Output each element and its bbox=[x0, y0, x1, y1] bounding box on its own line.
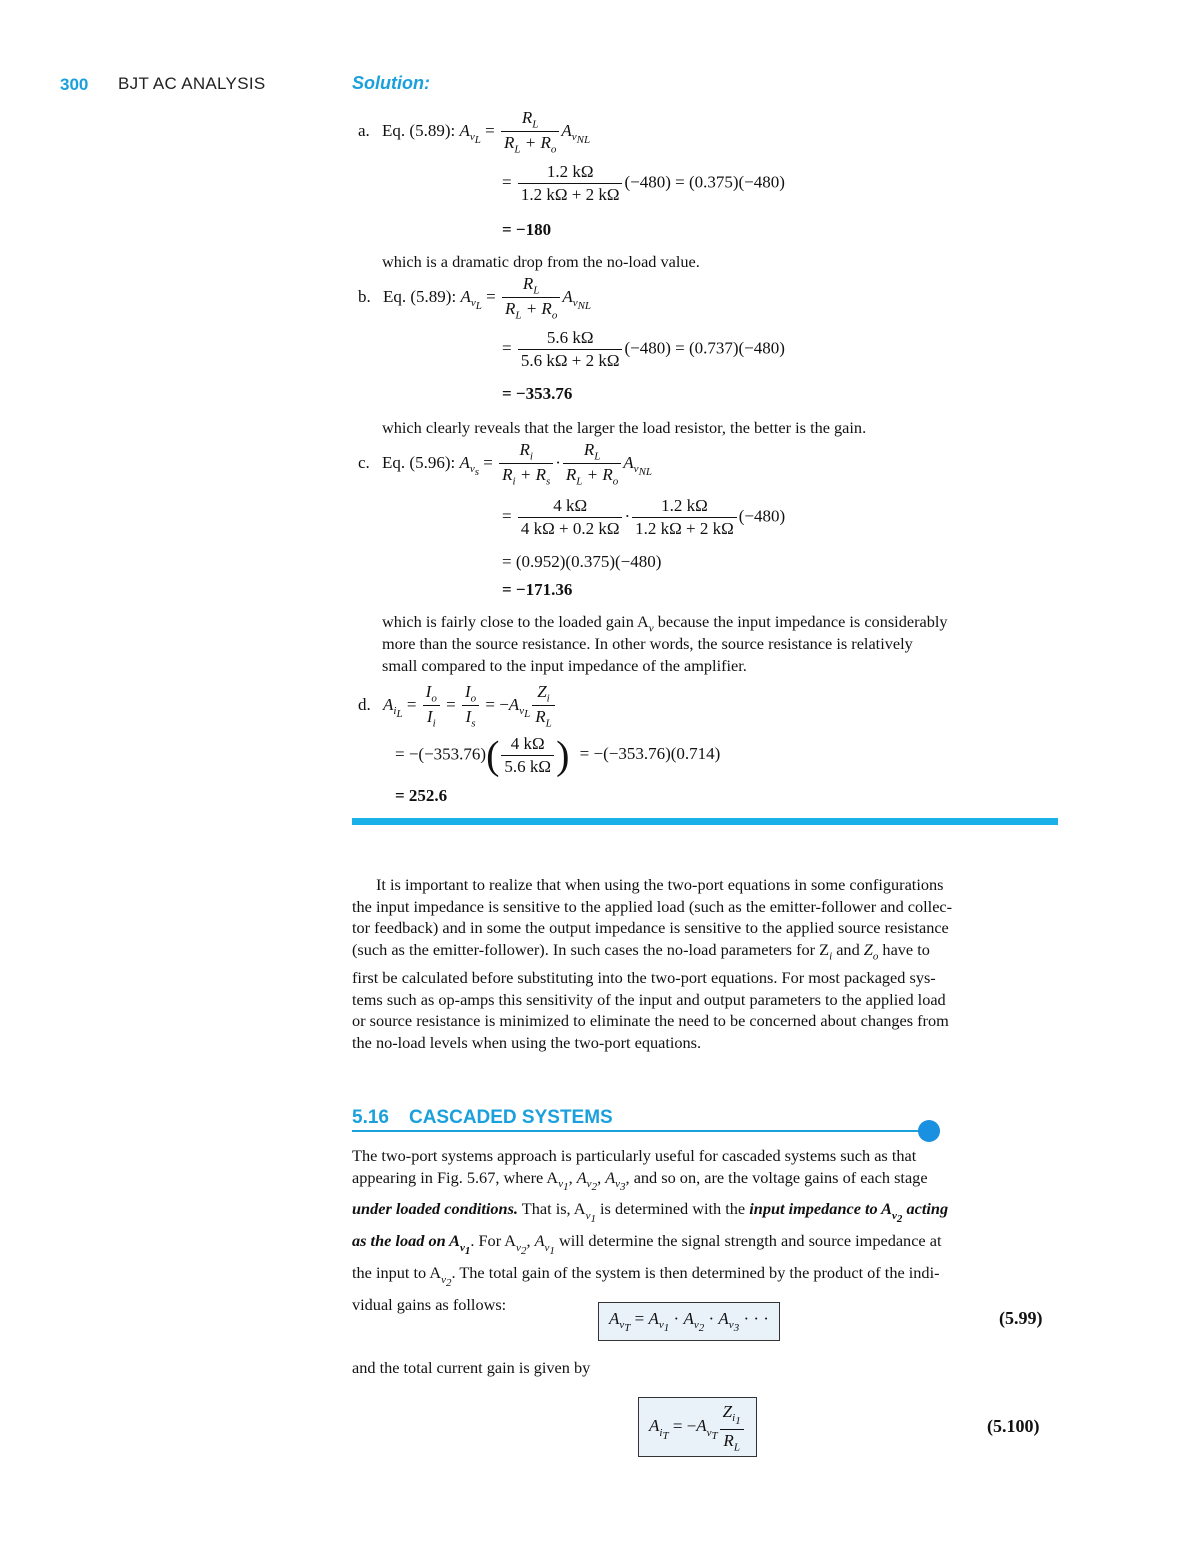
equation-5-100-number: (5.100) bbox=[987, 1416, 1040, 1436]
section-number: 5.16 bbox=[352, 1107, 389, 1128]
solution-label: Solution: bbox=[352, 73, 430, 93]
paragraph-2 bbox=[352, 1145, 1058, 1316]
paragraph-2-line: the input to $A_{v_2}$. The total gain of the system is then determined by the product of the indi- bbox=[352, 1263, 940, 1289]
paragraph-2-line: as the load on $A_{v_1}$. For $A_{v_2}$, $A_{v_1}$ will determine the signal strength and source impedance at bbox=[352, 1231, 942, 1257]
part-b-line2: = $\frac{5.6 k\Omega}{5.6 k\Omega + 2 k\Omega}$ (−480) = (0.737)(−480) bbox=[502, 328, 785, 370]
section-underline bbox=[352, 1130, 926, 1132]
paragraph-1-line: tor feedback) and in some the output impedance is sensitive to the applied source resistance bbox=[352, 918, 949, 937]
part-d-pre: = −(−353.76) bbox=[395, 744, 487, 764]
section-title: CASCADED SYSTEMS bbox=[408, 1107, 613, 1128]
paragraph-2-line: The two-port systems approach is particularly useful for cascaded systems such as that bbox=[352, 1146, 917, 1165]
part-c-result: = −171.36 bbox=[502, 580, 573, 599]
paragraph-2-line: vidual gains as follows: bbox=[352, 1295, 507, 1315]
page-number: 300 bbox=[60, 75, 89, 94]
equation-5-99: $A_{v_T} = A_{v_1} \cdot A_{v_2} \cdot A_{v_3}$ · · · bbox=[598, 1302, 780, 1341]
part-d-rest: = −(−353.76)(0.714) bbox=[579, 744, 721, 764]
part-a-frac: $\frac{R_L}{R_L + R_o}$ bbox=[501, 108, 559, 156]
part-c-label: c. bbox=[358, 452, 370, 472]
part-c-comment-1: which is fairly close to the loaded gain $A_v$ because the input impedance is considerably bbox=[382, 612, 948, 635]
part-b-ref: Eq. (5.89): bbox=[383, 286, 457, 306]
part-a-ref: Eq. (5.89): bbox=[382, 120, 456, 140]
paragraph-1-line: tems such as op-amps this sensitivity of the input and output parameters to the applied load bbox=[352, 989, 946, 1009]
part-c-line3: = (0.952)(0.375)(−480) bbox=[502, 552, 662, 571]
paragraph-1-line: It is important to realize that when using the two-port equations in some configurations bbox=[376, 875, 944, 894]
paragraph-2-line: under loaded conditions. That is, $A_{v_1}$ is determined with the input impedance to $A_{v_2}$ acting bbox=[352, 1199, 949, 1225]
part-c-comment-2: more than the source resistance. In other words, the source resistance is relatively bbox=[382, 634, 913, 653]
part-a-label: a. bbox=[358, 120, 370, 140]
part-b-label: b. bbox=[358, 286, 371, 306]
part-c-line1: c. Eq. (5.96): $A_{v_s}$ = $\frac{R_i}{R_i + R_s}$ · $\frac{R_L}{R_L + R_o}$ $A_{v_{NL}}$ bbox=[358, 440, 653, 488]
part-a-rest: (−480) = (0.375)(−480) bbox=[624, 172, 785, 192]
paragraph-1-line: or source resistance is minimized to eliminate the need to be concerned about changes from bbox=[352, 1011, 949, 1031]
part-b-result: = −353.76 bbox=[502, 384, 573, 403]
part-a-line1: a. Eq. (5.89): $A_{v_L}$ = $\frac{R_L}{R_L + R_o}$ $A_{v_{NL}}$ bbox=[358, 108, 591, 156]
paragraph-2-line: appearing in Fig. 5.67, where $A_{v_1}$, $A_{v_2}$, $A_{v_3}$, and so on, are the voltage gains of each stage bbox=[352, 1167, 928, 1193]
equation-5-99-number: (5.99) bbox=[999, 1308, 1043, 1328]
running-title: BJT AC ANALYSIS bbox=[118, 74, 266, 93]
part-b-rest: (−480) = (0.737)(−480) bbox=[624, 338, 785, 358]
part-b-line1: b. Eq. (5.89): $A_{v_L}$ = $\frac{R_L}{R_L + R_o}$ $A_{v_{NL}}$ bbox=[358, 274, 592, 322]
section-heading bbox=[352, 1107, 613, 1129]
part-c-rest: (−480) bbox=[738, 506, 786, 526]
part-c-comment-3: small compared to the input impedance of the amplifier. bbox=[382, 656, 747, 675]
paragraph-1-line: the input impedance is sensitive to the applied load (such as the emitter-follower and collec- bbox=[352, 896, 953, 916]
part-a-comment: which is a dramatic drop from the no-load value. bbox=[382, 252, 700, 271]
paragraph-1 bbox=[352, 874, 1058, 1053]
part-c-ref: Eq. (5.96): bbox=[382, 452, 456, 472]
equation-5-100: $A_{i_T} = -A_{v_T}$ $\frac{Z_{i_1}}{R_L}$ bbox=[638, 1397, 757, 1457]
part-d-result: = 252.6 bbox=[395, 786, 448, 805]
part-c-line2: = $\frac{4 k\Omega}{4 k\Omega + 0.2 k\Omega}$ · $\frac{1.2 k\Omega}{1.2 k\Omega + 2 k\Omega}$ (−480) bbox=[502, 496, 786, 538]
section-dot-icon bbox=[918, 1120, 940, 1142]
current-gain-intro: and the total current gain is given by bbox=[352, 1358, 591, 1377]
part-a-frac2: $\frac{1.2 k\Omega}{1.2 k\Omega + 2 k\Omega}$ bbox=[518, 162, 623, 205]
part-a-line2: = $\frac{1.2 k\Omega}{1.2 k\Omega + 2 k\Omega}$ (−480) = (0.375)(−480) bbox=[502, 162, 785, 204]
paragraph-1-line: (such as the emitter-follower). In such cases the no-load parameters for $Z_i$ and $Z_o$ have to bbox=[352, 939, 930, 962]
part-a-lhs: $A_{v_L}$ bbox=[459, 120, 481, 147]
solution-end-rule bbox=[352, 818, 1058, 825]
part-d-label: d. bbox=[358, 694, 371, 714]
part-d-line1: d. $A_{i_L}$ = $\frac{I_o}{I_i}$ = $\frac{I_o}{I_s}$ = $-A_{v_L}$ $\frac{Z_i}{R_L}$ bbox=[358, 682, 557, 730]
part-b-comment: which clearly reveals that the larger the load resistor, the better is the gain. bbox=[382, 418, 867, 437]
part-d-line2: = −(−353.76)( $\frac{4 k\Omega}{5.6 k\Omega}$ ) = −(−353.76)(0.714) bbox=[395, 732, 721, 778]
paragraph-1-line: the no-load levels when using the two-port equations. bbox=[352, 1032, 702, 1052]
paragraph-1-line: first be calculated before substituting into the two-port equations. For most packaged sys- bbox=[352, 968, 936, 988]
part-a-result: = −180 bbox=[502, 220, 552, 239]
